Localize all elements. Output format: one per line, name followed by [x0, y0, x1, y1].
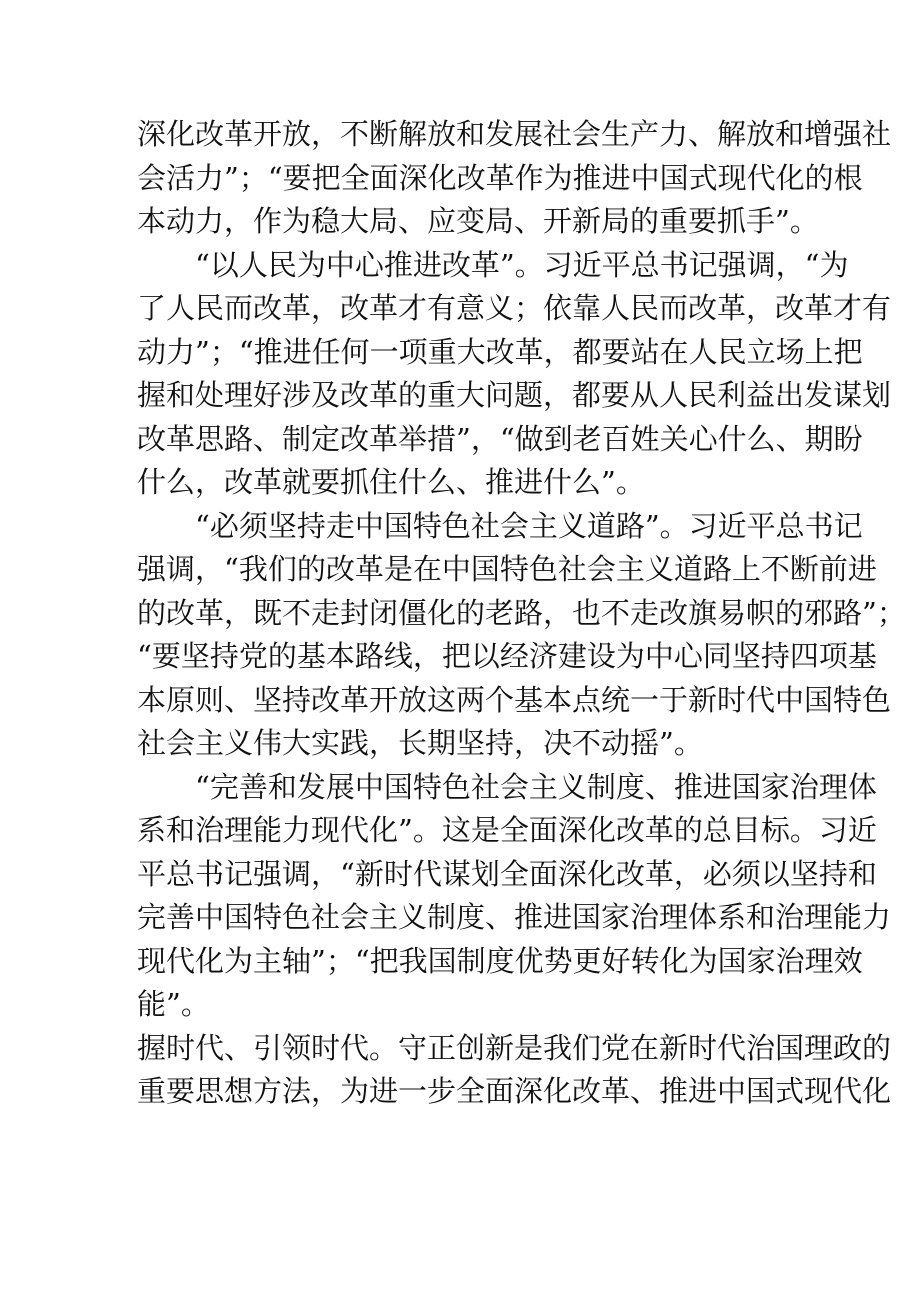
text-line: “要坚持党的基本路线，把以经济建设为中心同坚持四项基 [137, 639, 877, 673]
text-line: 社会主义伟大实践，长期坚持，决不动摇”。 [137, 726, 703, 760]
text-line: 能”。 [137, 987, 210, 1021]
paragraph-first-line: “必须坚持走中国特色社会主义道路”。习近平总书记 [195, 508, 863, 543]
text-line: 会活力”；“要把全面深化改革作为推进中国式现代化的根 [137, 160, 863, 195]
text-line: 的改革，既不走封闭僵化的老路，也不走改旗易帜的邪路”； [137, 595, 906, 630]
text-line: 现代化为主轴”；“把我国制度优势更好转化为国家治理效 [137, 943, 863, 978]
text-line: 动力”；“推进任何一项重大改革，都要站在人民立场上把 [137, 334, 863, 369]
text-line: 改革思路、制定改革举措”，“做到老百姓关心什么、期盼 [137, 421, 863, 456]
text-line: 平总书记强调，“新时代谋划全面深化改革，必须以坚持和 [137, 856, 877, 891]
text-line: 完善中国特色社会主义制度、推进国家治理体系和治理能力 [137, 900, 892, 934]
paragraph-first-line: “完善和发展中国特色社会主义制度、推进国家治理体 [195, 769, 877, 804]
text-line: 什么，改革就要抓住什么、推进什么”。 [137, 465, 645, 499]
paragraph-first-line: “以人民为中心推进改革”。习近平总书记强调，“为 [195, 247, 849, 282]
document-body [137, 113, 906, 1114]
text-line: 重要思想方法，为进一步全面深化改革、推进中国式现代化 [137, 1074, 892, 1108]
text-line: 深化改革开放，不断解放和发展社会生产力、解放和增强社 [137, 117, 892, 151]
text-line: 本原则、坚持改革开放这两个基本点统一于新时代中国特色 [137, 682, 892, 717]
text-line: 强调，“我们的改革是在中国特色社会主义道路上不断前进 [137, 552, 877, 586]
text-line: 系和治理能力现代化”。这是全面深化改革的总目标。习近 [137, 813, 877, 847]
text-line: 握和处理好涉及改革的重大问题，都要从人民利益出发谋划 [137, 378, 892, 412]
text-line: 本动力，作为稳大局、应变局、开新局的重要抓手”。 [137, 204, 819, 238]
text-line: 握时代、引领时代。守正创新是我们党在新时代治国理政的 [137, 1030, 892, 1065]
text-line: 了人民而改革，改革才有意义；依靠人民而改革，改革才有 [137, 291, 892, 325]
